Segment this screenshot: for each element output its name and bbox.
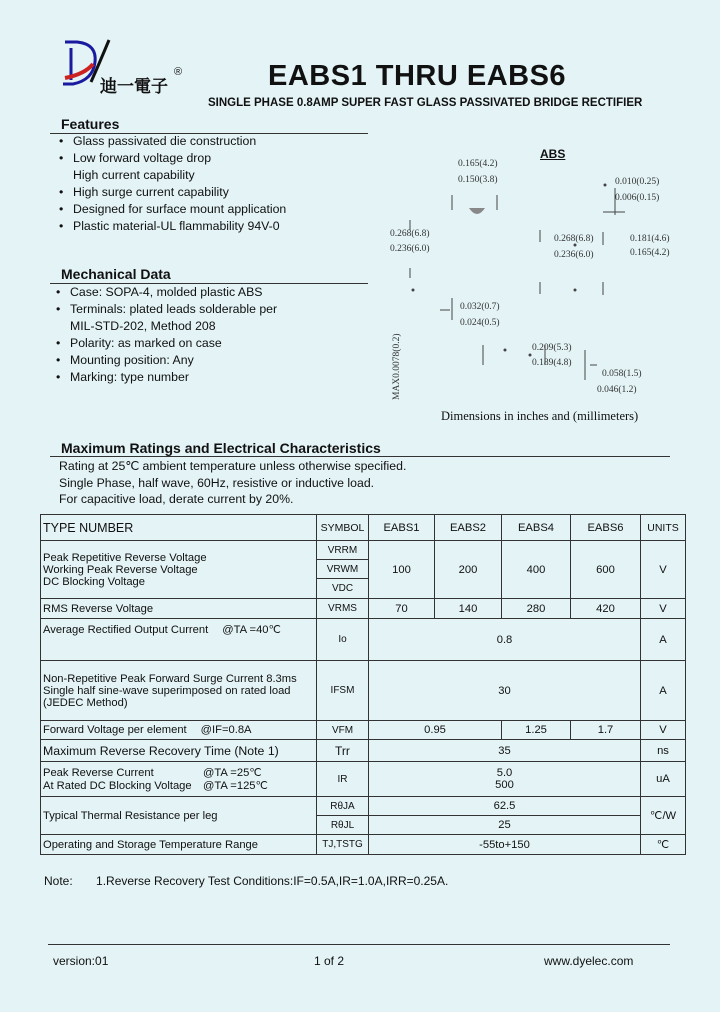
col-type-number: TYPE NUMBER xyxy=(41,515,317,541)
feature-item: • Plastic material-UL flammability 94V-0 xyxy=(59,218,286,235)
mechanical-item: • Terminals: plated leads solderable per xyxy=(56,301,277,318)
vrrm-label: Peak Repetitive Reverse Voltage Working Peak Reverse Voltage DC Blocking Voltage xyxy=(41,541,317,599)
registered-mark: ® xyxy=(174,66,183,78)
ratings-heading: Maximum Ratings and Electrical Characteristics xyxy=(61,440,381,456)
mechanical-list xyxy=(56,284,277,386)
io-unit: A xyxy=(641,619,686,661)
rthjl-symbol: RθJL xyxy=(317,816,369,835)
footer-page-number: 1 of 2 xyxy=(314,954,345,968)
feature-item: • Designed for surface mount application xyxy=(59,201,286,218)
table-note: Note: 1.Reverse Recovery Test Conditions:IF=0.5A,IR=1.0A,IRR=0.25A. xyxy=(44,874,449,888)
vf-eabs4: 1.25 xyxy=(502,721,571,740)
ratings-table xyxy=(40,514,686,855)
io-symbol: Io xyxy=(317,619,369,661)
dim-lead-width-min: 0.024(0.5) xyxy=(460,318,500,328)
page-subtitle: SINGLE PHASE 0.8AMP SUPER FAST GLASS PASSIVATED BRIDGE RECTIFIER xyxy=(208,97,643,109)
vrrm-eabs1: 100 xyxy=(369,541,435,599)
io-label: Average Rectified Output Current @TA =40℃ xyxy=(41,619,317,661)
dim-bottom-width-max: 0.209(5.3) xyxy=(532,343,572,353)
vdc-symbol: VDC xyxy=(317,579,369,599)
features-heading: Features xyxy=(61,116,120,132)
vrms-label: RMS Reverse Voltage xyxy=(41,599,317,619)
dim-top-width-max: 0.165(4.2) xyxy=(458,159,498,169)
vrms-unit: V xyxy=(641,599,686,619)
col-eabs2: EABS2 xyxy=(435,515,502,541)
rth-unit: ℃/W xyxy=(641,797,686,835)
ratings-note: Rating at 25℃ ambient temperature unless otherwise specified. xyxy=(59,459,407,473)
footer-divider xyxy=(48,944,670,945)
dim-thickness-max: 0.010(0.25) xyxy=(615,177,660,187)
col-symbol: SYMBOL xyxy=(317,515,369,541)
col-units: UNITS xyxy=(641,515,686,541)
vrms-eabs6: 420 xyxy=(571,599,641,619)
table-row xyxy=(41,661,686,721)
mechanical-item: • Polarity: as marked on case xyxy=(56,335,277,352)
vf-unit: V xyxy=(641,721,686,740)
mechanical-item: MIL-STD-202, Method 208 xyxy=(70,319,216,333)
logo-chinese-text: 迪一電子 xyxy=(100,77,168,97)
rthja-value: 62.5 xyxy=(369,797,641,816)
ifsm-symbol: IFSM xyxy=(317,661,369,721)
footer-website-link[interactable]: www.dyelec.com xyxy=(544,954,634,968)
ratings-note: Single Phase, half wave, 60Hz, resistive or inductive load. xyxy=(59,475,375,490)
feature-item: • Low forward voltage drop xyxy=(59,150,286,167)
temp-value: -55to+150 xyxy=(369,835,641,855)
mechanical-item: • Case: SOPA-4, molded plastic ABS xyxy=(56,284,277,301)
trr-symbol: Trr xyxy=(317,740,369,762)
trr-unit: ns xyxy=(641,740,686,762)
table-row xyxy=(41,721,686,740)
ifsm-label: Non-Repetitive Peak Forward Surge Current 8.3ms Single half sine-wave superimposed on rated load (JEDEC Method) xyxy=(41,661,317,721)
vf-symbol: VFM xyxy=(317,721,369,740)
ifsm-value: 30 xyxy=(369,661,641,721)
vrrm-eabs6: 600 xyxy=(571,541,641,599)
vrrm-symbol: VRRM xyxy=(317,541,369,560)
rth-label: Typical Thermal Resistance per leg xyxy=(41,797,317,835)
vf-eabs6: 1.7 xyxy=(571,721,641,740)
table-row xyxy=(41,541,686,560)
col-eabs4: EABS4 xyxy=(502,515,571,541)
vrms-symbol: VRMS xyxy=(317,599,369,619)
page-title: EABS1 THRU EABS6 xyxy=(268,60,567,92)
vrms-eabs2: 140 xyxy=(435,599,502,619)
dim-mid-height-min: 0.236(6.0) xyxy=(554,250,594,260)
table-row xyxy=(41,740,686,762)
temp-unit: ℃ xyxy=(641,835,686,855)
dim-right-height-min: 0.165(4.2) xyxy=(630,248,670,258)
trr-label: Maximum Reverse Recovery Time (Note 1) xyxy=(41,740,317,762)
vrrm-unit: V xyxy=(641,541,686,599)
dim-top-width-min: 0.150(3.8) xyxy=(458,175,498,185)
feature-item: High current capability xyxy=(73,168,195,182)
rthja-symbol: RθJA xyxy=(317,797,369,816)
vf-eabs1-2: 0.95 xyxy=(369,721,502,740)
temp-label: Operating and Storage Temperature Range xyxy=(41,835,317,855)
table-row xyxy=(41,762,686,797)
diagram-caption: Dimensions in inches and (millimeters) xyxy=(441,409,639,423)
ir-values: 5.0 500 xyxy=(369,762,641,797)
ir-symbol: IR xyxy=(317,762,369,797)
dim-thickness-min: 0.006(0.15) xyxy=(615,193,660,203)
dim-right-height-max: 0.181(4.6) xyxy=(630,234,670,244)
vrms-eabs4: 280 xyxy=(502,599,571,619)
package-label: ABS xyxy=(540,147,566,161)
table-row xyxy=(41,835,686,855)
ifsm-unit: A xyxy=(641,661,686,721)
dim-bottom-height-max: 0.058(1.5) xyxy=(602,369,642,379)
feature-item: • Glass passivated die construction xyxy=(59,133,286,150)
vrrm-eabs2: 200 xyxy=(435,541,502,599)
col-eabs1: EABS1 xyxy=(369,515,435,541)
trr-value: 35 xyxy=(369,740,641,762)
ir-unit: uA xyxy=(641,762,686,797)
vrms-eabs1: 70 xyxy=(369,599,435,619)
dim-mid-height-max: 0.268(6.8) xyxy=(554,234,594,244)
ratings-notes xyxy=(59,458,406,508)
vf-label: Forward Voltage per element @IF=0.8A xyxy=(41,721,317,740)
io-value: 0.8 xyxy=(369,619,641,661)
ratings-divider xyxy=(50,456,670,457)
ir-label: Peak Reverse Current @TA =25℃ At Rated DC Blocking Voltage @TA =125℃ xyxy=(41,762,317,797)
table-header-row xyxy=(41,515,686,541)
ratings-note: For capacitive load, derate current by 20%. xyxy=(59,492,294,506)
table-row xyxy=(41,599,686,619)
dim-bottom-width-min: 0.189(4.8) xyxy=(532,358,572,368)
dim-left-height-max: 0.268(6.8) xyxy=(390,229,430,239)
mechanical-heading: Mechanical Data xyxy=(61,266,171,282)
col-eabs6: EABS6 xyxy=(571,515,641,541)
dim-vertical-max: MAX0.0078(0.2) xyxy=(392,333,402,400)
vrwm-symbol: VRWM xyxy=(317,560,369,579)
rthjl-value: 25 xyxy=(369,816,641,835)
table-row xyxy=(41,797,686,816)
footer-version: version:01 xyxy=(53,954,109,968)
feature-item: • High surge current capability xyxy=(59,184,286,201)
features-list xyxy=(59,133,286,235)
mechanical-item: • Mounting position: Any xyxy=(56,352,277,369)
dim-left-height-min: 0.236(6.0) xyxy=(390,244,430,254)
table-row xyxy=(41,619,686,661)
dim-lead-width-max: 0.032(0.7) xyxy=(460,302,500,312)
mechanical-item: • Marking: type number xyxy=(56,369,277,386)
dim-bottom-height-min: 0.046(1.2) xyxy=(597,385,637,395)
vrrm-eabs4: 400 xyxy=(502,541,571,599)
temp-symbol: TJ,TSTG xyxy=(317,835,369,855)
